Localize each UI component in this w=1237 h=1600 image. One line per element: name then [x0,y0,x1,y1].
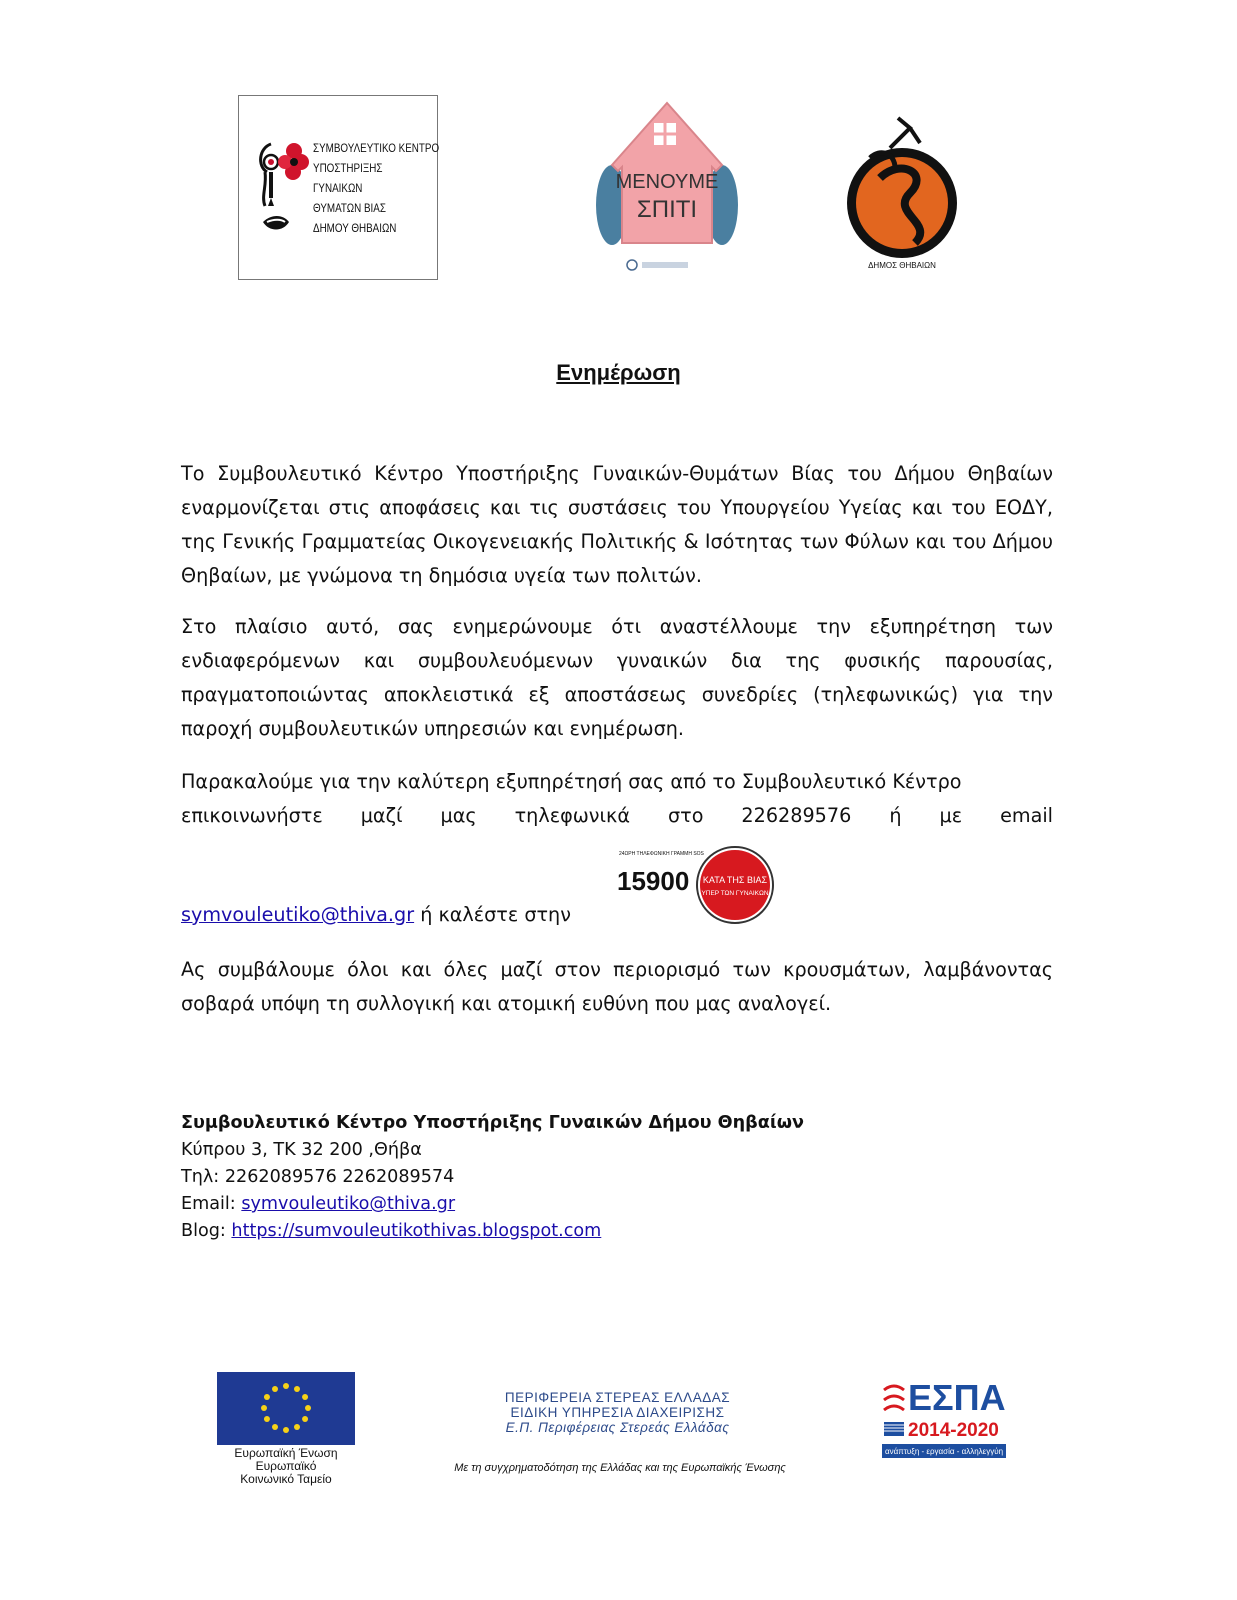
espa-years: 2014-2020 [908,1420,999,1441]
stay-home-text-2: ΣΠΙΤΙ [636,196,698,223]
counseling-center-logo [238,95,438,280]
paragraph-4: Ας συμβάλουμε όλοι και όλες μαζί στον περιορισμό των κρουσμάτων, λαμβάνοντας σοβαρά υπόψη τη συλλογική και ατομική ευθύνη που μας αναλογεί. [181,958,1053,1015]
face-flower-icon [249,126,309,246]
eu-star [272,1424,278,1430]
hotline-small-text: 24ΩΡΗ ΤΗΛΕΦΩΝΙΚΗ ΓΡΑΜΜΗ SOS [619,851,704,857]
blog-label: Blog: [181,1221,232,1241]
cofunding-note: Με τη συγχρηματοδότηση της Ελλάδας και της Ευρωπαϊκής Ένωσης [454,1462,786,1474]
signature-email-row [181,1191,804,1218]
paragraph-3-line-2: επικοινωνήστε μαζί μας τηλεφωνικά στο 226289576 ή με email [181,804,1053,827]
blog-link[interactable]: https://sumvouleutikothivas.blogspot.com [231,1221,602,1241]
municipality-logo-text: ΔΗΜΟΣ ΘΗΒΑΙΩΝ [868,261,936,270]
signature-blog-row [181,1218,804,1245]
logo-line: ΘΥΜΑΤΩΝ ΒΙΑΣ [313,201,386,215]
espa-title: ΕΣΠΑ [908,1377,1006,1418]
eu-caption-line: Κοινωνικό Ταμείο [240,1472,332,1486]
region-line: ΠΕΡΙΦΕΡΕΙΑ ΣΤΕΡΕΑΣ ΕΛΛΑΔΑΣ [504,1390,731,1405]
page-title: Ενημέρωση [556,360,681,385]
signature-address: Κύπρου 3, ΤΚ 32 200 ,Θήβα [181,1140,422,1160]
eu-star [264,1416,270,1422]
eu-star [302,1416,308,1422]
logo-line: ΓΥΝΑΙΚΩΝ [313,181,363,195]
signature-org: Συμβουλευτικό Κέντρο Υποστήριξης Γυναικών Δήμου Θηβαίων [181,1113,804,1133]
paragraph-1: Το Συμβουλευτικό Κέντρο Υποστήριξης Γυναικών-Θυμάτων Βίας του Δήμου Θηβαίων εναρμονίζεται στις αποφάσεις και τις συστάσεις του Υπουργείου Υγείας και του ΕΟΔΥ, της Γενικής Γραμματείας Οικογενειακής Πολιτικής & Ισότητας των Φύλων και του Δήμου Θηβαίων, με γνώμονα τη δημόσια υγεία των πολιτών. [181,462,1053,587]
signature-block [181,1110,804,1245]
espa-tagline: ανάπτυξη - εργασία - αλληλεγγύη [884,1447,1004,1456]
signature-email-link[interactable]: symvouleutiko@thiva.gr [241,1194,456,1214]
email-link[interactable]: symvouleutiko@thiva.gr [181,903,415,926]
eu-star [294,1424,300,1430]
eu-star [264,1394,270,1400]
eu-caption [210,1447,362,1486]
eu-star [305,1405,311,1411]
email-label: Email: [181,1194,242,1214]
paragraph-2: Στο πλαίσιο αυτό, σας ενημερώνουμε ότι αναστέλλουμε την εξυπηρέτηση των ενδιαφερόμενων και συμβουλευόμενων γυναικών δια της φυσικής παρουσίας, πραγματοποιώντας αποκλειστικά εξ αποστάσεως συνεδρίες (τηλεφωνικώς) για την παροχή συμβουλευτικών υπηρεσιών και ενημέρωση. [181,615,1053,740]
region-line: ΕΙΔΙΚΗ ΥΠΗΡΕΣΙΑ ΔΙΑΧΕΙΡΙΣΗΣ [510,1405,725,1420]
logo-line: ΔΗΜΟΥ ΘΗΒΑΙΩΝ [313,221,397,235]
eu-star [294,1386,300,1392]
paragraph-3-line-1: Παρακαλούμε για την καλύτερη εξυπηρέτησή σας από το Συμβουλευτικό Κέντρο [181,770,962,793]
eu-star [283,1427,289,1433]
eu-star [272,1386,278,1392]
eu-star [261,1405,267,1411]
eu-star [283,1383,289,1389]
stay-home-text-1: ΜΕΝΟΥΜΕ [615,171,719,193]
espa-logo [882,1372,1012,1464]
region-caption [440,1390,795,1435]
eu-flag-icon [217,1372,355,1445]
hotline-number: 15900 [617,866,690,896]
call-text: ή καλέστε στην [414,903,571,926]
eu-caption-line: Ευρωπαϊκή Ένωση [234,1446,338,1460]
logo-line: ΥΠΟΣΤΗΡΙΞΗΣ [313,161,383,175]
stay-home-logo [592,95,742,275]
hotline-line-2: ΥΠΕΡ ΤΩΝ ΓΥΝΑΙΚΩΝ [701,890,769,897]
region-line: Ε.Π. Περιφέρειας Στερεάς Ελλάδας [505,1420,730,1435]
logo-line: ΣΥΜΒΟΥΛΕΥΤΙΚΟ ΚΕΝΤΡΟ [313,141,440,155]
hotline-line-1: ΚΑΤΑ ΤΗΣ ΒΙΑΣ [702,875,768,885]
counseling-logo-text [313,138,440,238]
signature-phone: Τηλ: 2262089576 2262089574 [181,1167,455,1187]
hotline-15900-badge [617,845,787,925]
eu-star [302,1394,308,1400]
eu-caption-line: Ευρωπαϊκό [255,1459,317,1473]
municipality-thebes-logo [840,108,965,278]
